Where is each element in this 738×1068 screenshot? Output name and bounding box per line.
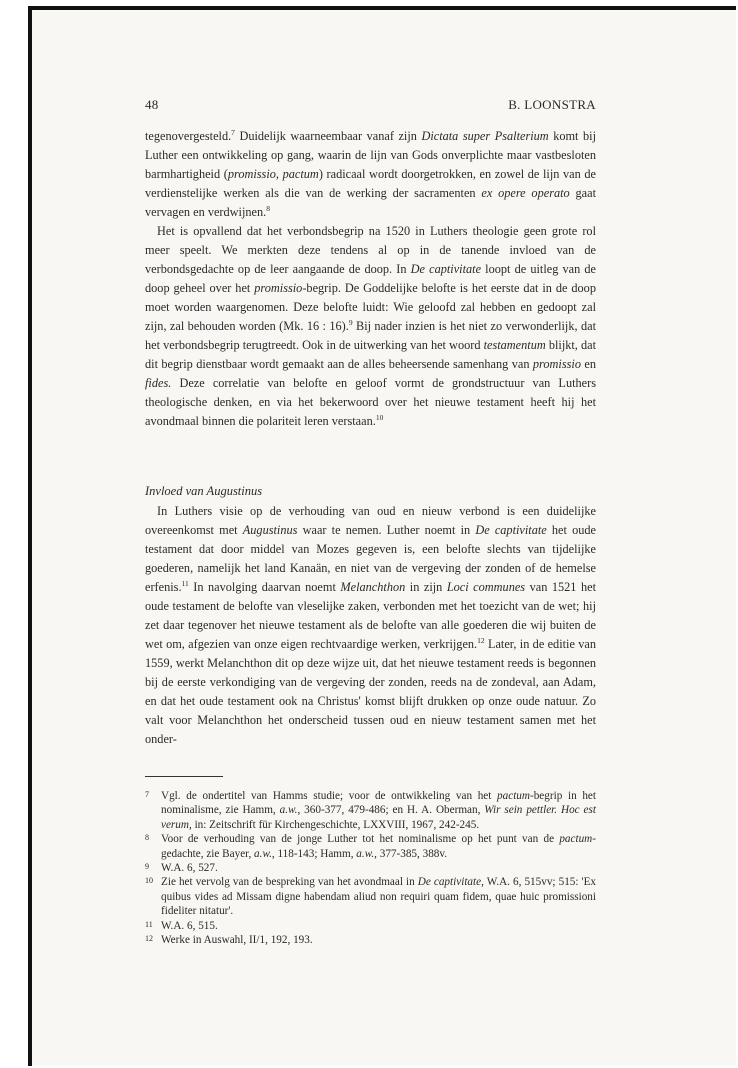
text-run: W.A. 6, 515vv; 515: 'Ex quibus vides ad Missam digne habendam aliud non requiri quam fidem, quae huic promissioni fideliter nitatur'. <box>161 876 596 918</box>
section-heading: Invloed van Augustinus <box>145 484 263 498</box>
italic-term: promissio, pactum <box>227 167 319 181</box>
footnote-text <box>161 789 596 832</box>
text-run: Vgl. de ondertitel van Hamms studie; voor de ontwikkeling van het <box>161 790 498 802</box>
text-run: in zijn <box>405 580 447 594</box>
body-text-section <box>145 502 596 749</box>
text-run: In navolging daarvan noemt <box>188 580 341 594</box>
italic-abbrev: a.w. <box>254 847 272 860</box>
footnote-text: W.A. 6, 527. <box>161 862 218 875</box>
italic-term: ex opere operato <box>481 186 570 200</box>
text-run: , 360-377, 479-486; en H. A. Oberman, <box>297 804 485 817</box>
text-run: -begrip. De Goddelijke belofte is het eerste dat in de doop moet worden waargenomen. Deze belofte luidt: Wie geloofd zal hebben en gedoopt zal zijn, zal behouden worden (Mk. 16 : 16). <box>145 281 596 333</box>
footnote-number: 10 <box>145 876 153 886</box>
footnote-number: 12 <box>145 934 153 944</box>
footnote-ref[interactable]: 11 <box>181 579 189 588</box>
text-run: en <box>580 357 596 371</box>
page-number: 48 <box>145 97 159 112</box>
text-run: waar te nemen. Luther noemt in <box>297 523 476 537</box>
footnote-ref[interactable]: 10 <box>375 413 384 422</box>
italic-term: pactum <box>497 790 530 802</box>
italic-title: De captivitate <box>475 523 547 537</box>
footnote-7 <box>145 789 596 832</box>
text-run: -gedachte, zie Bayer, <box>161 833 596 860</box>
footnote-ref[interactable]: 8 <box>266 204 270 213</box>
italic-name: Melanchthon <box>340 580 406 594</box>
italic-title: Wir sein pettler. Hoc est verum, <box>161 804 596 831</box>
italic-term: promissio <box>254 281 303 295</box>
text-run: blijkt, dat dit begrip dienstbaar wordt gemaakt aan de alles beheersende samenhang van <box>145 338 596 371</box>
text-run: , 377-385, 388v. <box>374 847 448 860</box>
text-run: Het is opvallend dat het verbondsbegrip na 1520 in Luthers theologie geen grote rol meer speelt. We merkten deze tendens al op in de tanende invloed van de verbondsgedachte op de leer aangaande de doop. In <box>145 224 596 276</box>
text-run: loopt de uitleg van de doop geheel over het <box>145 262 596 295</box>
footnote-ref[interactable]: 9 <box>348 318 353 327</box>
text-run: Later, in de editie van 1559, werkt Melanchthon dit op deze wijze uit, dat het nieuwe testament reeds is begonnen bij de eerste verkondiging van de vergeving der zonden, reeds na de zondeval, aan Adam, en dat het oude testament ook na Christus' komst blijft drukken op onze oude natuur. Zo valt voor Melanchthon het onderscheid tussen oud en nieuw testament samen met het onder- <box>145 637 596 746</box>
footnote-number: 8 <box>145 833 149 843</box>
footnotes <box>145 789 596 947</box>
text-run: het oude testament dat door middel van Mozes gegeven is, een belofte slechts van tijdelijke goederen, namelijk het land Kanaän, en niet van de vergeving der zonden of de hemelse erfenis. <box>145 523 596 594</box>
text-run: -begrip in het nominalisme, zie Hamm, <box>161 790 596 817</box>
italic-name: Augustinus <box>242 523 298 537</box>
italic-title: Loci communes <box>446 580 526 594</box>
text-run: komt bij Luther een ontwikkeling op gang, waarin de lijn van Gods onverplichte maar vastbesloten barmhartigheid ( <box>145 129 596 181</box>
italic-term: pactum <box>559 833 593 846</box>
text-run: ) radicaal wordt doorgetrokken, en zowel de lijn van de verdienstelijke werken als die van de werking der sacramenten <box>145 167 596 200</box>
footnote-text: W.A. 6, 515. <box>161 919 218 932</box>
italic-term: promissio <box>532 357 581 371</box>
running-head-author: B. LOONSTRA <box>508 97 596 112</box>
text-run: , 118-143; Hamm, <box>271 847 357 860</box>
text-run: Zie het vervolg van de bespreking van het avondmaal in <box>161 876 418 889</box>
text-run: Duidelijk waarneembaar vanaf zijn <box>234 129 422 143</box>
text-run: tegenovergesteld. <box>145 129 232 143</box>
footnote-text: Werke in Auswahl, II/1, 192, 193. <box>161 934 313 947</box>
footnote-number: 7 <box>145 790 149 799</box>
footnote-11 <box>145 919 596 933</box>
text-run: Deze correlatie van belofte en geloof vormt de grondstructuur van Luthers theologische denken, en via het bekerwoord over het nieuwe testament heeft hij het avondmaal binnen die polariteit leren verstaan. <box>145 376 596 428</box>
text-run: van 1521 het oude testament de belofte van vleselijke zaken, verbonden met het toezicht van de wet; hij zet daar tegenover het nieuwe testament als de belofte van alle goederen die wij buiten de wet om, afgezien van onze eigen rechtvaardige werken, verkrijgen. <box>145 580 596 651</box>
text-run: Voor de verhouding van de jonge Luther tot het nominalisme op het punt van de <box>161 833 560 846</box>
paragraph-2 <box>145 222 596 431</box>
footnote-8 <box>145 832 596 861</box>
footnote-number: 9 <box>145 862 149 872</box>
footnote-divider <box>145 776 223 777</box>
body-text <box>145 127 596 431</box>
footnote-ref[interactable]: 7 <box>231 128 235 137</box>
footnote-number: 11 <box>145 919 153 929</box>
italic-term: testamentum <box>483 338 546 352</box>
italic-title: De captivitate <box>410 262 482 276</box>
paragraph-3 <box>145 502 596 749</box>
italic-title: Dictata super Psalterium <box>421 129 549 143</box>
footnote-9 <box>145 861 596 875</box>
italic-abbrev: a.w. <box>279 804 298 817</box>
text-run: in: Zeitschrift für Kirchengeschichte, LXXVIII, 1967, 242-245. <box>191 818 480 831</box>
footnote-text <box>161 875 596 918</box>
footnote-ref[interactable]: 12 <box>477 636 485 645</box>
italic-abbrev: a.w. <box>356 847 375 860</box>
text-run: Bij nader inzien is het niet zo verwonderlijk, dat het verbondsbegrip terugtreedt. Ook in de uitwerking van het woord <box>145 319 596 352</box>
text-run: gaat vervagen en verdwijnen. <box>145 186 596 219</box>
footnote-text <box>161 832 596 861</box>
italic-term: fides. <box>145 376 172 390</box>
footnote-10 <box>145 875 596 918</box>
footnote-12 <box>145 933 596 947</box>
italic-title: De captivitate, <box>417 876 484 889</box>
text-run: In Luthers visie op de verhouding van oud en nieuw verbond is een duidelijke overeenkomst met <box>145 504 596 537</box>
paragraph-1 <box>145 127 596 222</box>
